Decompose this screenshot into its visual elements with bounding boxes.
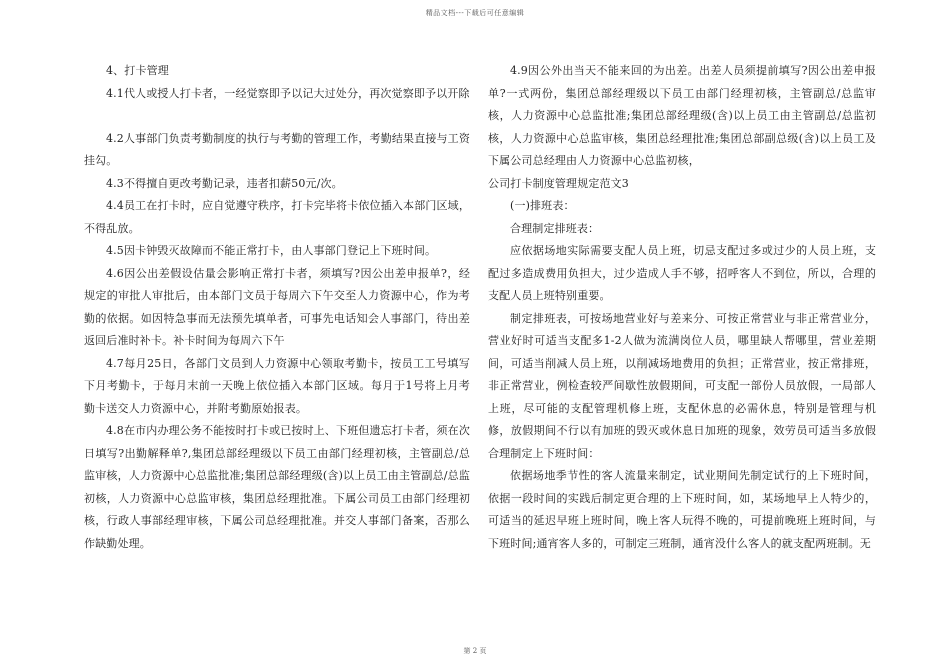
paragraph-4-1: 4.1代人或授人打卡者，一经觉察即予以记大过处分，再次觉察即予以开除 (106, 86, 470, 100)
section-heading: 4、打卡管理 (106, 64, 169, 77)
paragraph-4-3: 4.3不得擅自更改考勤记录，违者扣薪50元/次。 (106, 176, 343, 190)
paragraph-4-5: 4.5因卡钟毁灭故障而不能正常打卡，由人事部门登记上下班时间。 (106, 244, 437, 257)
paragraph-4-8: 4.8在市内办理公务不能按时打卡或已按时上、下班但遗忘打卡者，须在次日填写?出勤解释单?,集团总部经理级以下员工由部门经理初核，主管副总/总监审核，人力资源中心总监批准;集团总部经理级(含)以上员工由主管副总/总监初核，人力资源中心总监审核，集团总经理批准。下属公司员工由部门经理初核，行政人事部经理审核，下属公司总经理批准。并交人事部门备案，否那么作缺勤处理。 (84, 424, 470, 550)
paragraph-staffing: 应依据场地实际需要支配人员上班，切忌支配过多或过少的人员上班，支配过多造成费用负担大，过少造成人手不够，招呼客人不到位，所以，合理的支配人员上班特别重要。 (488, 244, 876, 302)
left-column (84, 60, 470, 555)
right-column (488, 60, 876, 555)
paragraph-4-2: 4.2人事部门负责考勤制度的执行与考勤的管理工作，考勤结果直接与工资挂勾。 (84, 131, 470, 167)
page-header: 精品文档---下载后可任意编辑 (425, 9, 525, 17)
paragraph-4-9: 4.9因公外出当天不能来回的为出差。出差人员须提前填写?因公出差申报单?一式两份，集团总部经理级以下员工由部门经理初核，主管副总/总监审核，人力资源中心总监批准;集团总部经理级(含)以上员工由主管副总/总监初核，人力资源中心总监审核，集团总经理批准;集团总部副总级(含)以上员工及下属公司总经理由人力资源中心总监初核， (488, 64, 876, 167)
paragraph-4-4: 4.4员工在打卡时，应自觉遵守秩序，打卡完毕将卡依位插入本部门区域，不得乱放。 (84, 199, 470, 235)
paragraph-schedule: 制定排班表，可按场地营业好与差来分、可按正常营业与非正常营业分，营业好时可适当支配多1-2人做为流满岗位人员，哪里缺人帮哪里，营业差期间，可适当削减人员上班，以削减场地费用的负担；正常营业，按正常排班，非正常营业，例检查较严间歇性放假期间，可支配一部份人员放假，一局部人上班，尽可能的支配管理机修上班，支配休息的必需休息，特别是管理与机修，放假期间不行以有加班的毁灭或休息日加班的现象，效劳员可适当多放假合理制定上下班时间： (488, 311, 876, 460)
subsection-heading: (一)排班表： (510, 199, 575, 212)
article-title: 公司打卡制度管理规定范文3 (488, 176, 629, 190)
paragraph-4-6: 4.6因公出差假设估量会影响正常打卡者，须填写?因公出差申报单?，经规定的审批人审批后，由本部门文员于每周六下午交至人力资源中心，作为考勤的依据。如因特急事而无法预先填单者，可事先电话知会人事部门，待出差返回后准时补卡。补卡时间为每周六下午 (84, 266, 470, 347)
paragraph-seasonal: 依据场地季节性的客人流量来制定，试业期间先制定试行的上下班时间，依据一段时间的实践后制定更合理的上下班时间，如，某场地早上人特少的，可适当的延迟早班上班时间，晚上客人玩得不晚的，可提前晚班上班时间，与下班时间;通宵客人多的，可制定三班制，通宵没什么客人的就支配两班制。无 (488, 469, 876, 550)
page-number: 第 2 页 (463, 647, 487, 655)
paragraph-4-7: 4.7每月25日，各部门文员到人力资源中心领取考勤卡，按员工工号填写下月考勤卡，于每月末前一天晚上依位插入本部门区域。每月于1号将上月考勤卡送交人力资源中心，并附考勤原始报表。 (84, 356, 470, 415)
subsection-label: 合理制定排班表： (510, 221, 600, 235)
